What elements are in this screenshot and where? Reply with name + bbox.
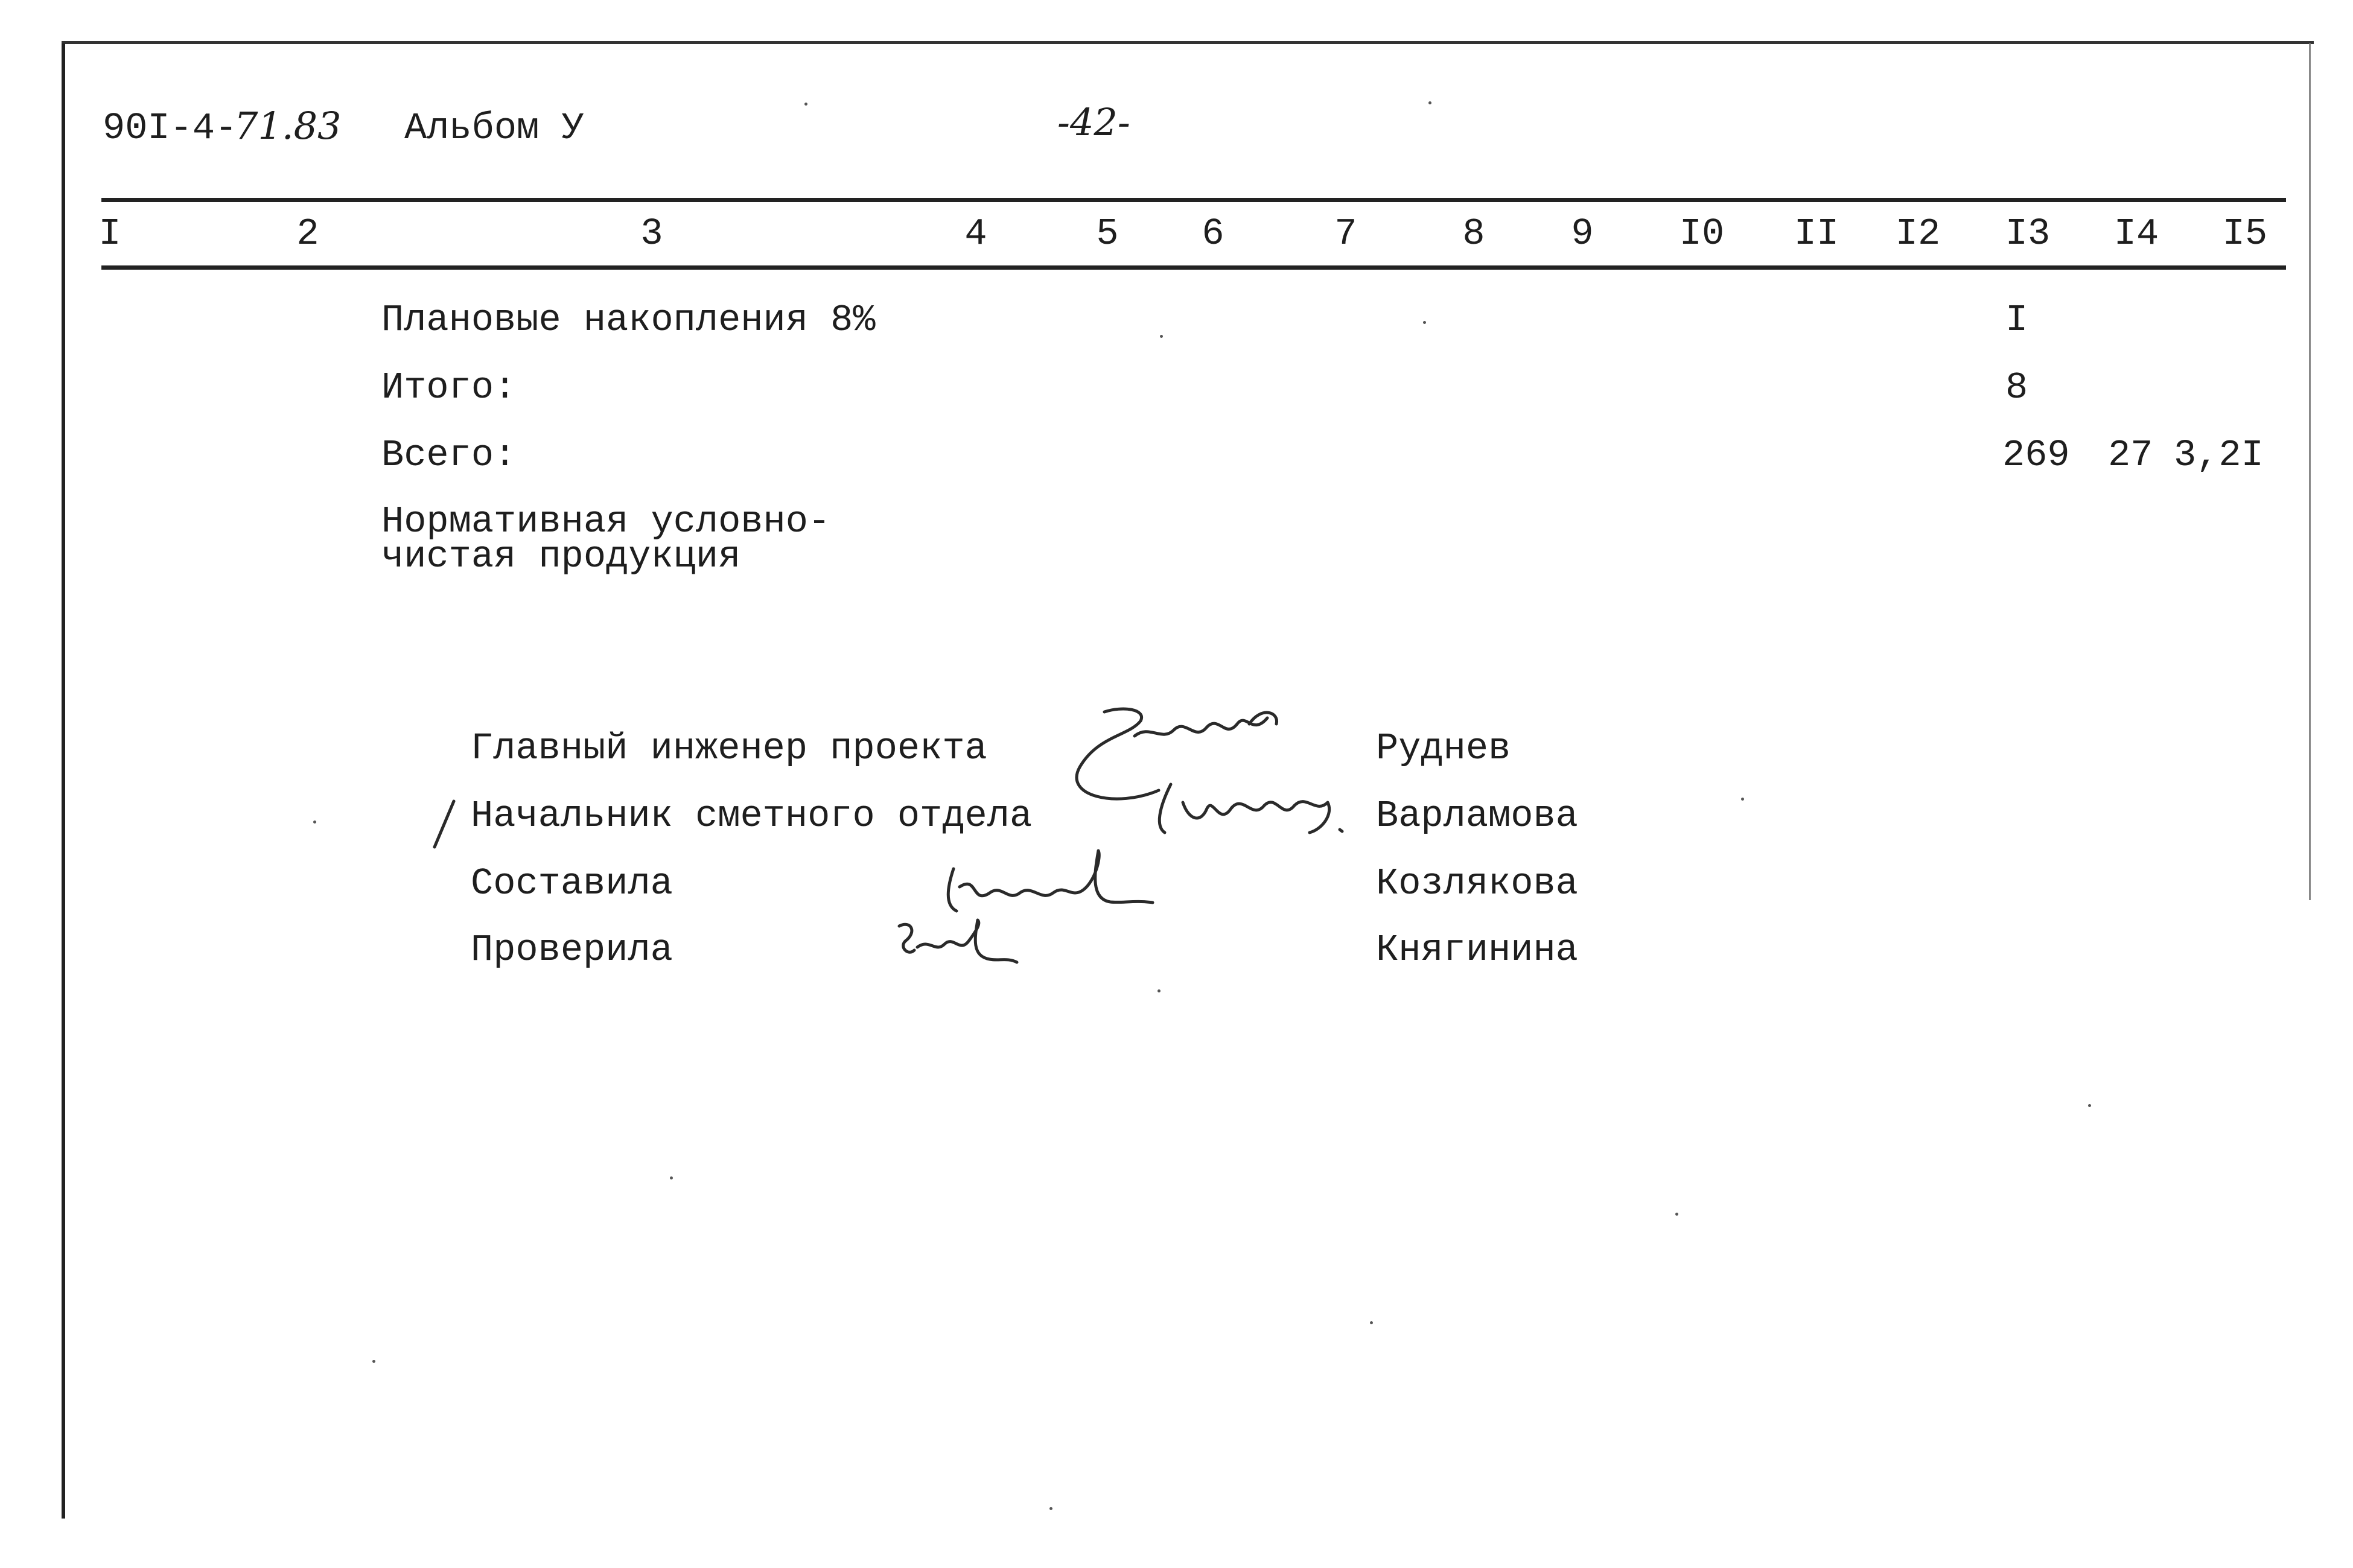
- row-label: Всего:: [381, 434, 517, 477]
- cell-col13: 8: [2005, 366, 2028, 409]
- cell-col13: 269: [2002, 434, 2070, 477]
- signature-name: Княгинина: [1376, 928, 1578, 971]
- signature-name: Руднев: [1376, 727, 1511, 770]
- table-top-rule: [101, 198, 2286, 202]
- signature-kozlyakova: [941, 845, 1171, 923]
- column-number: I0: [1679, 212, 1725, 255]
- signature-name: Козлякова: [1376, 862, 1578, 905]
- signature-name: Варламова: [1376, 795, 1578, 837]
- row-label-line1: Нормативная условно-: [381, 500, 831, 543]
- table-header-bottom-rule: [101, 265, 2286, 270]
- column-number: 4: [964, 212, 987, 255]
- column-number: I5: [2222, 212, 2268, 255]
- cell-col13: I: [2005, 299, 2028, 341]
- scan-speck: [1370, 1321, 1373, 1324]
- scan-speck: [1423, 321, 1426, 324]
- column-number: 7: [1334, 212, 1357, 255]
- signature-role: Составила: [471, 862, 673, 905]
- scan-speck: [1157, 989, 1161, 992]
- row-label: Плановые накопления 8%: [381, 299, 876, 341]
- column-number: 2: [296, 212, 319, 255]
- scan-speck: [804, 103, 807, 106]
- column-number: I: [98, 212, 121, 255]
- column-number: I3: [2005, 212, 2051, 255]
- doc-code: 90I-4-: [103, 107, 238, 150]
- signature-role: Проверила: [471, 928, 673, 971]
- scan-speck: [313, 821, 316, 824]
- cell-col14: 27: [2108, 434, 2153, 477]
- row-label-line2: чистая продукция: [381, 535, 741, 578]
- signature-role: Главный инженер проекта: [471, 727, 987, 770]
- column-number: I2: [1895, 212, 1941, 255]
- scan-speck: [1675, 1213, 1678, 1216]
- scan-speck: [2088, 1104, 2091, 1107]
- scan-speck: [372, 1360, 375, 1363]
- row-label: Итого:: [381, 366, 517, 409]
- frame-top-border: [62, 41, 2314, 44]
- check-mark: [430, 798, 460, 852]
- scan-speck: [1428, 101, 1431, 104]
- column-number: 3: [640, 212, 663, 255]
- signature-varlamova: [1147, 772, 1352, 851]
- signature-knyaginina: [887, 914, 1032, 974]
- page-number: -42-: [1057, 100, 1130, 144]
- doc-code-handwritten: 71.83: [234, 104, 342, 148]
- frame-right-border: [2309, 43, 2311, 900]
- column-number: I4: [2113, 212, 2159, 255]
- signature-role: Начальник сметного отдела: [471, 795, 1033, 837]
- album-label: Альбом У: [404, 107, 584, 150]
- cell-col15: 3,2I: [2174, 434, 2264, 477]
- column-number: 8: [1462, 212, 1485, 255]
- column-number: II: [1794, 212, 1839, 255]
- scan-speck: [1741, 798, 1744, 801]
- scan-speck: [1049, 1507, 1052, 1510]
- scan-speck: [1160, 335, 1163, 338]
- frame-left-border: [62, 43, 65, 1519]
- column-number: 5: [1096, 212, 1119, 255]
- scan-speck: [670, 1176, 673, 1179]
- column-number: 6: [1202, 212, 1224, 255]
- column-number: 9: [1571, 212, 1594, 255]
